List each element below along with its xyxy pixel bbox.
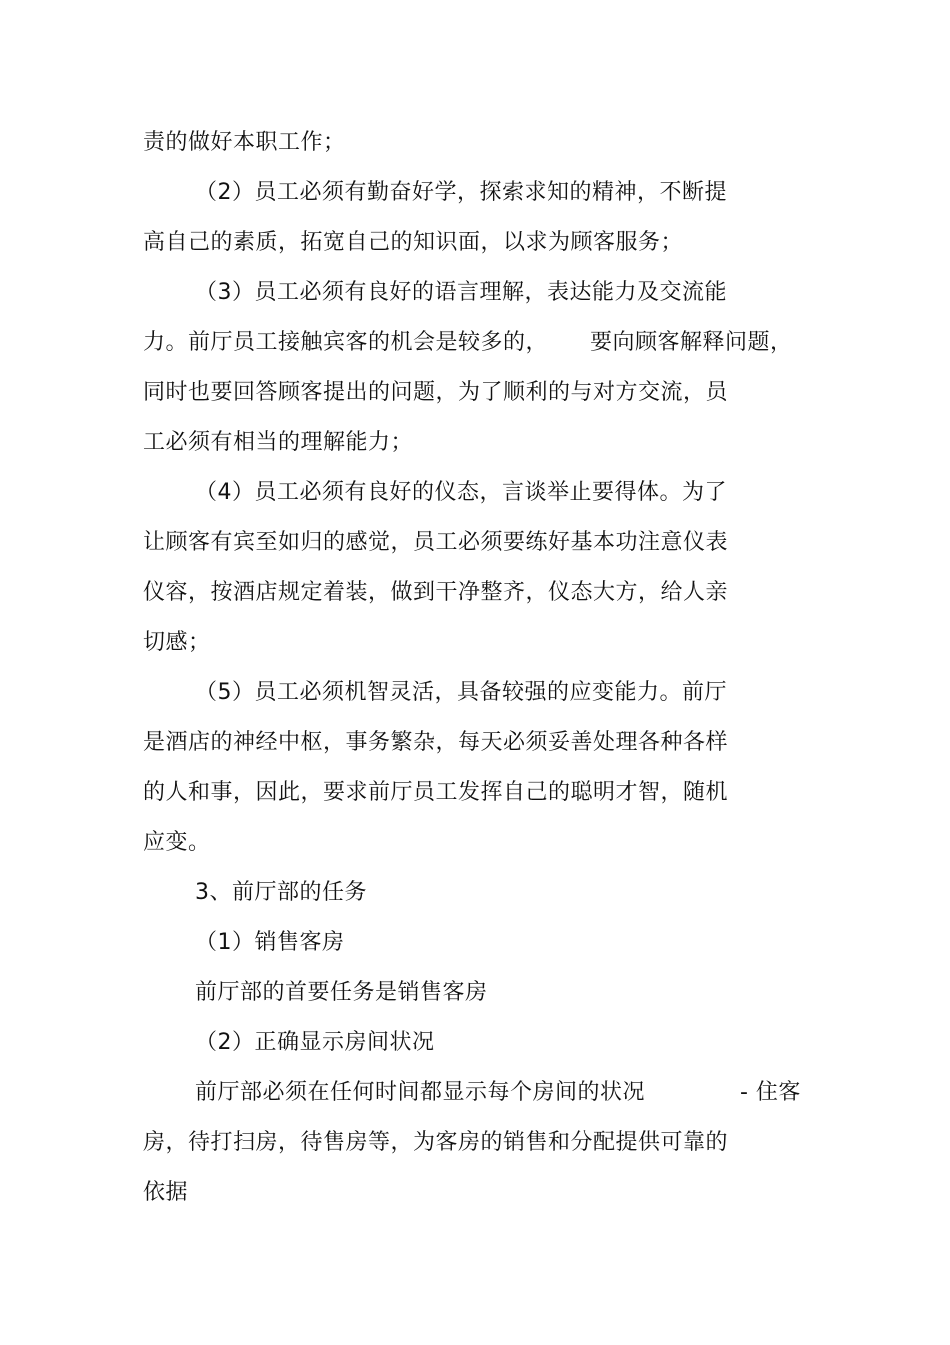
paragraph-line: （3）员工必须有良好的语言理解，表达能力及交流能: [195, 280, 727, 305]
paragraph-line: 依据: [143, 1180, 189, 1205]
paragraph-line: 房，待打扫房，待售房等，为客房的销售和分配提供可靠的: [143, 1130, 729, 1155]
paragraph-line: 让顾客有宾至如归的感觉，员工必须要练好基本功注意仪表: [143, 530, 729, 555]
paragraph-line: 同时也要回答顾客提出的问题，为了顺利的与对方交流，员: [143, 380, 729, 405]
paragraph-line: 仪容，按酒店规定着装，做到干净整齐，仪态大方，给人亲: [143, 580, 729, 605]
paragraph-line: 工必须有相当的理解能力；: [143, 430, 414, 455]
paragraph-line: （4）员工必须有良好的仪态，言谈举止要得体。为了: [195, 480, 727, 505]
paragraph-line: 前厅部必须在任何时间都显示每个房间的状况: [195, 1080, 646, 1105]
paragraph-line: - 住客: [740, 1080, 801, 1105]
paragraph-line: 要向顾客解释问题，: [590, 330, 793, 355]
paragraph-line: 应变。: [143, 830, 211, 855]
paragraph-line: 的人和事，因此，要求前厅员工发挥自己的聪明才智，随机: [143, 780, 729, 805]
paragraph-line: 高自己的素质，拓宽自己的知识面，以求为顾客服务；: [143, 230, 684, 255]
subsection-heading: （2）正确显示房间状况: [195, 1030, 435, 1055]
paragraph-line: （5）员工必须机智灵活，具备较强的应变能力。前厅: [195, 680, 727, 705]
paragraph-line: 前厅部的首要任务是销售客房: [195, 980, 488, 1005]
section-heading: 3、前厅部的任务: [195, 880, 367, 905]
paragraph-line: 力。前厅员工接触宾客的机会是较多的，: [143, 330, 549, 355]
paragraph-line: 责的做好本职工作；: [143, 130, 346, 155]
subsection-heading: （1）销售客房: [195, 930, 345, 955]
paragraph-line: 是酒店的神经中枢，事务繁杂，每天必须妥善处理各种各样: [143, 730, 729, 755]
paragraph-line: （2）员工必须有勤奋好学，探索求知的精神，不断提: [195, 180, 727, 205]
paragraph-line: 切感；: [143, 630, 211, 655]
